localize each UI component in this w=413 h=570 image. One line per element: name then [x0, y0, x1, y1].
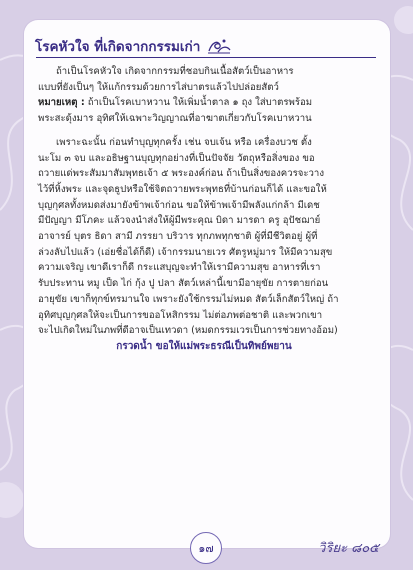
article-body	[38, 64, 370, 355]
paragraph-2-line: ล่วงลับไปแล้ว (เอ่ยชื่อได้ก็ดี) เจ้ากรรมนายเวร ศัตรูหมู่มาร ให้มีความสุข	[38, 246, 333, 258]
paragraph-2-line: อุทิศบุญกุศลให้จะเป็นการขออโหสิกรรม ไม่ต่อภพต่อชาติ และพวกเขา	[38, 309, 323, 321]
paragraph-2-line: อาจารย์ บุตร ธิดา สามี ภรรยา บริวาร ทุกภพทุกชาติ ผู้ที่มีชีวิตอยู่ ผู้ที่	[38, 231, 318, 243]
note-line-1	[38, 95, 370, 111]
paragraph-2-line: เพราะฉะนั้น ก่อนทำบุญทุกครั้ง เช่น จบเจ้น หรือ เครื่องบวช ตั้ง	[56, 136, 312, 148]
note-text: ถ้าเป็นโรคเบาหวาน ให้เพิ่มน้ำตาล ๑ ถุง ใส่บาตรพร้อม	[84, 97, 313, 109]
paragraph-2-line: ความเจริญ เขาดีเราก็ดี กระแสบุญจะทำให้เรามีความสุข อาหารที่เรา	[38, 262, 321, 274]
paragraph-2-line: ไว้ที่หิ้งพระ และจุดธูปหรือใช้จิตถวายพระพุทธที่บ้านก่อนก็ได้ และขอให้	[38, 183, 327, 195]
note-label: หมายเหตุ :	[38, 97, 85, 109]
paragraph-2-line: บุญกุศลทั้งหมดส่งมายังข้าพเจ้าก่อน ขอให้ข้าพเจ้ามีพลังแก่กล้า มีเดช	[38, 199, 320, 211]
title-underline	[36, 57, 376, 58]
paragraph-2-line: รับประทาน หมู เป็ด ไก่ กุ้ง ปู ปลา สัตว์เหล่านี้เขามีอายุขัย การตายก่อน	[38, 278, 329, 290]
note-line-2: พระสะดุ้งมาร อุทิศให้เฉพาะวิญญาณที่อาฆาตเกี่ยวกับโรคเบาหวาน	[38, 113, 312, 125]
page-number-text: ๑๗	[198, 542, 214, 555]
paragraph-2-line: นะโม ๓ จบ และอธิษฐานบุญทุกอย่างที่เป็นปัจจัย วัตถุหรือสิ่งของ ขอ	[38, 152, 315, 164]
footer-reference: วิริยะ ๘๐๕	[318, 541, 379, 556]
paragraph-2-line: มีปัญญา มีโภคะ แล้วจงนำส่งให้ผู้มีพระคุณ บิดา มารดา ครู อุปัชฌาย์	[38, 215, 321, 227]
page-title: โรคหัวใจ ที่เกิดจากกรรมเก่า	[35, 39, 201, 55]
paragraph-2-line: อายุขัย เขาก็ทุกข์ทรมานใจ เพราะยังใช้กรรมไม่หมด สัตว์เล็กสัตว์ใหญ่ ถ้า	[38, 293, 339, 305]
ornament-icon	[206, 36, 232, 56]
title-row	[35, 35, 375, 57]
closing-line: กรวดน้ำ ขอให้แม่พระธรณีเป็นทิพย์พยาน	[116, 340, 292, 352]
page-number	[190, 532, 222, 564]
paragraph-2-line: ถวายแด่พระสัมมาสัมพุทธเจ้า ๕ พระองค์ก่อน ถ้าเป็นสิ่งของควรจะวาง	[38, 168, 324, 180]
paragraph-1-line-1: ถ้าเป็นโรคหัวใจ เกิดจากกรรมที่ชอบกินเนื้อสัตว์เป็นอาหาร	[56, 66, 294, 77]
paragraph-1-line-2: แบบที่ยังเป็นๆ ให้แก้กรรมด้วยการไส่บาตรแล้วไปปล่อยสัตว์	[38, 81, 279, 93]
paragraph-2-line: จะไปเกิดใหม่ในภพที่ดีอาจเป็นเทวดา (หมดกรรมเวรเป็นการช่วยทางอ้อม)	[38, 325, 338, 337]
